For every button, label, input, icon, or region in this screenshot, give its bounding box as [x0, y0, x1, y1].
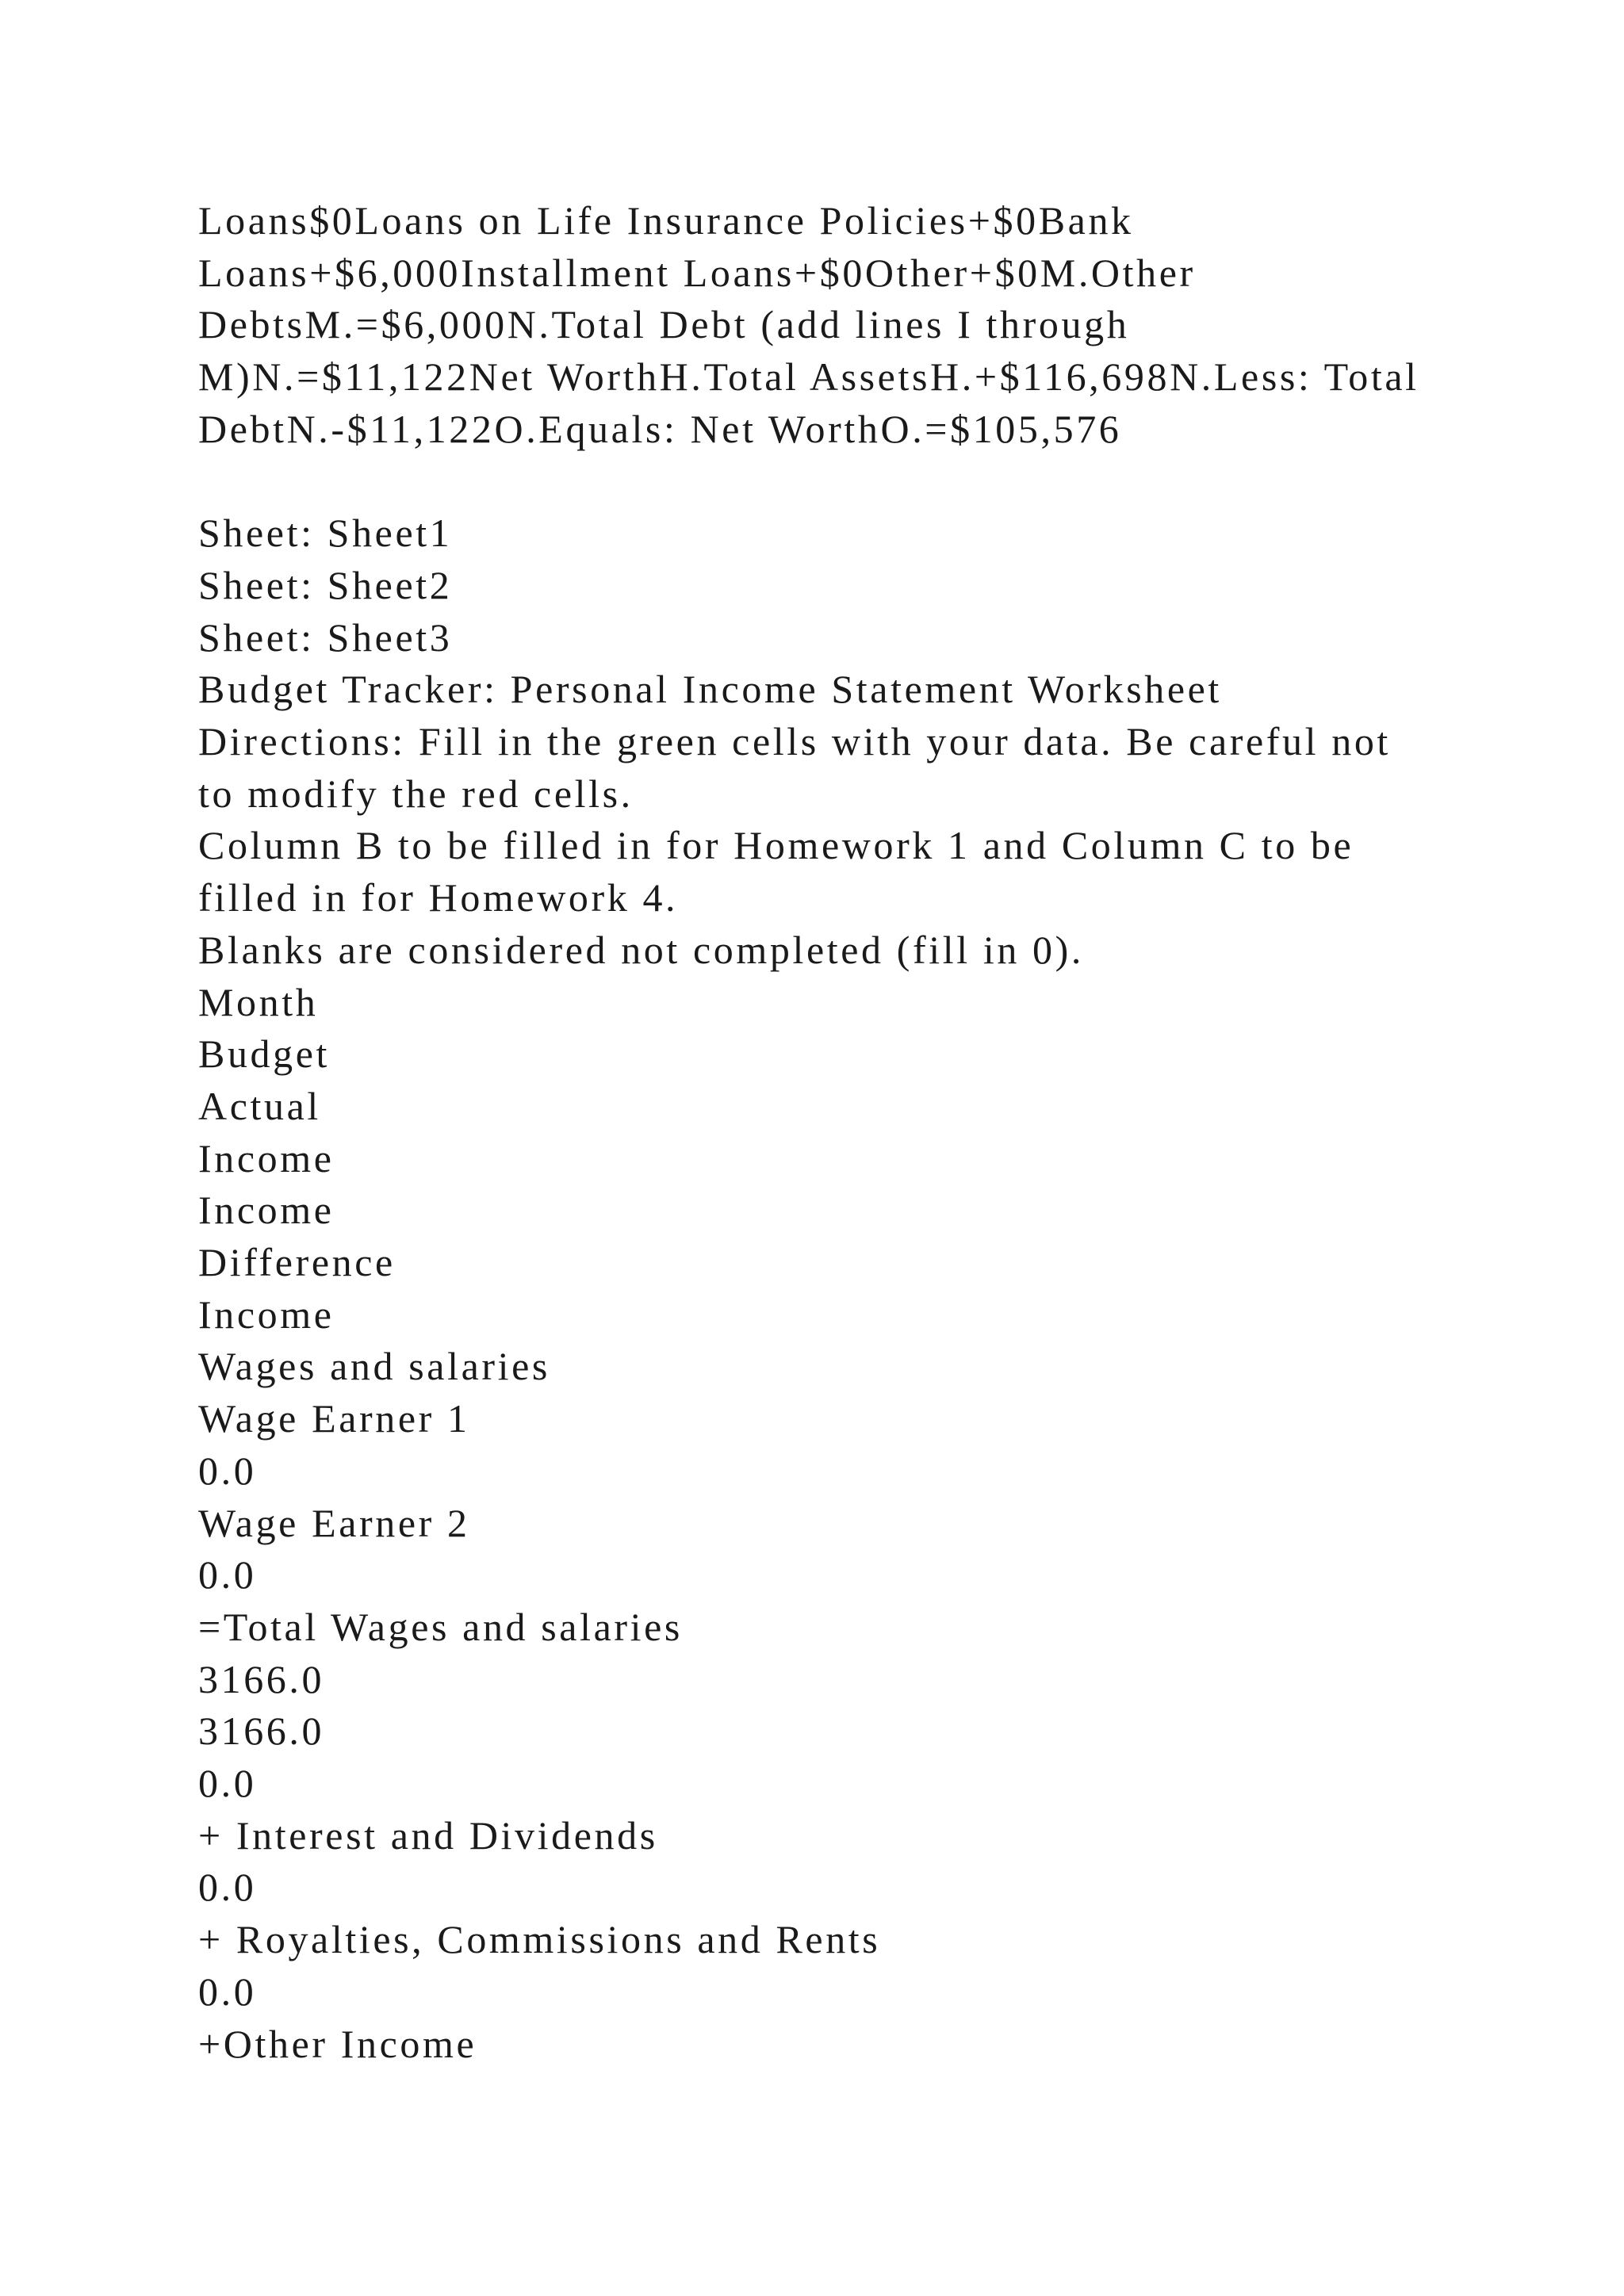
- table-line: 0.0: [198, 1448, 257, 1493]
- table-line: =Total Wages and salaries: [198, 1604, 683, 1649]
- table-line: Wage Earner 2: [198, 1500, 470, 1545]
- sheet-label: Sheet: Sheet2: [198, 562, 453, 607]
- table-line: 3166.0: [198, 1709, 325, 1754]
- sheet-label: Sheet: Sheet1: [198, 511, 453, 556]
- table-line: Actual: [198, 1083, 321, 1128]
- table-line: Month: [198, 979, 319, 1024]
- table-line: Budget: [198, 1031, 331, 1077]
- table-line: Income: [198, 1188, 335, 1233]
- table-line: Wages and salaries: [198, 1344, 550, 1389]
- worksheet-title: Budget Tracker: Personal Income Statement Worksheet: [198, 667, 1222, 712]
- table-line: Income: [198, 1292, 335, 1337]
- table-line: 0.0: [198, 1761, 257, 1806]
- table-line: 0.0: [198, 1969, 257, 2014]
- table-line: Difference: [198, 1240, 396, 1285]
- columns-note: Column B to be filled in for Homework 1 and Column C to be filled in for Homework 4.: [198, 823, 1354, 920]
- blanks-note: Blanks are considered not completed (fill in 0).: [198, 927, 1084, 972]
- intro-paragraph: Loans$0Loans on Life Insurance Policies+$0Bank Loans+$6,000Installment Loans+$0Other+$0M.Other DebtsM.=$6,000N.Total Debt (add lines I through M)N.=$11,122Net WorthH.Total AssetsH.+$116,698N.Less: Total DebtN.-$11,122O.Equals: Net WorthO.=$105,576: [198, 198, 1419, 451]
- table-line: 3166.0: [198, 1656, 325, 1701]
- table-line: 0.0: [198, 1865, 257, 1910]
- table-line: + Interest and Dividends: [198, 1812, 658, 1858]
- directions-text: Directions: Fill in the green cells with your data. Be careful not to modify the red cells.: [198, 719, 1391, 816]
- sheet-label: Sheet: Sheet3: [198, 614, 453, 660]
- table-line: +Other Income: [198, 2021, 477, 2066]
- table-line: Wage Earner 1: [198, 1396, 470, 1441]
- paragraph-gap: [198, 456, 1435, 508]
- table-line: + Royalties, Commissions and Rents: [198, 1917, 881, 1962]
- table-line: 0.0: [198, 1552, 257, 1598]
- document-body: [198, 195, 1435, 2070]
- table-line: Income: [198, 1135, 335, 1181]
